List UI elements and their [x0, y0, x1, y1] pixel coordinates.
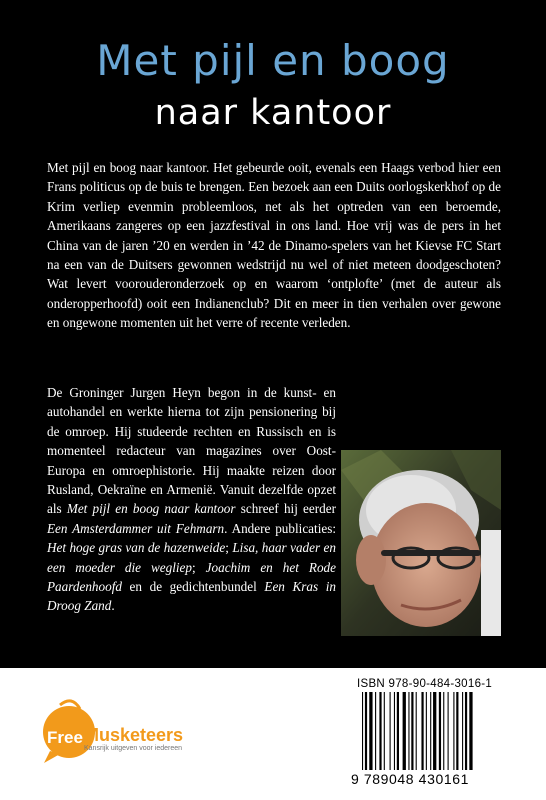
- front-title-line1: Met pijl en boog: [96, 36, 450, 85]
- bio-book-title: Het hoge gras van de hazenweide: [47, 540, 226, 556]
- barcode-icon: [360, 692, 506, 770]
- bio-book-title: Joachim en het Rode Paardenhoofd: [47, 559, 336, 595]
- bio-text: . Andere publicaties:: [224, 520, 337, 536]
- bio-text: schreef hij eerder: [235, 501, 336, 517]
- author-photo: [341, 450, 501, 636]
- bio-separator: ;: [191, 559, 206, 575]
- publisher-tagline: Kansrijk uitgeven voor iedereen: [84, 745, 183, 752]
- barcode-digits: 9 789048 430161: [351, 771, 469, 787]
- publisher-name: Musketeers: [84, 725, 184, 745]
- bio-text: De Groninger Jurgen Heyn begon in de kunst- en autohandel en werkte hierna tot zijn pensionering bij de omroep. Hij studeerde rechten en Russisch en is momenteel redacteur van magazines over Oost-Europa en omroephistorie. Hij maakte reizen door Rusland, Oekraïne en Armenië. Vanuit dezelfde opzet als: [47, 385, 336, 517]
- bio-book-title: Lisa, haar vader en een moeder die wegliep: [47, 540, 336, 575]
- bio-text: .: [111, 598, 115, 614]
- bio-book-title: Een Kras in Droog Zand: [47, 579, 336, 614]
- publisher-free-text: Free: [47, 728, 83, 747]
- bio-text: en de gedichtenbundel: [121, 579, 265, 595]
- bio-separator: ;: [225, 540, 233, 556]
- isbn-label: ISBN 978-90-484-3016-1: [357, 678, 493, 690]
- front-title-line2: naar kantoor: [154, 93, 392, 133]
- back-cover-blurb: Met pijl en boog naar kantoor. Het gebeurde ooit, evenals een Haags verbod hier een Frans politicus op de buis te brengen. Een bezoek aan een Duits oorlogskerkhof op de Krim verliep evenmin probleemloos, net als het optreden van een beroemde, Amerikaans zangeres op een jazzfestival in ons land. Hoe vrij was de pers in het China van de jaren ’20 en werden in ’42 de Dinamo-spelers van het Kievse FC Start na een van de Duitsers gewonnen wedstrijd nu wel of niet meteen doodgeschoten? Wat levert voorouderonderzoek op en waarom ‘ontplofte’ (met de auteur als onderopperhoofd) ooit een Indianenclub? Dit en meer in tien verhalen over gewone en ongewone momenten uit het verre of recente verleden.: [47, 160, 501, 331]
- bio-book-title: Een Amsterdammer uit Fehmarn: [47, 520, 225, 536]
- bio-book-title: Met pijl en boog naar kantoor: [66, 501, 236, 517]
- author-portrait-image: [341, 450, 501, 636]
